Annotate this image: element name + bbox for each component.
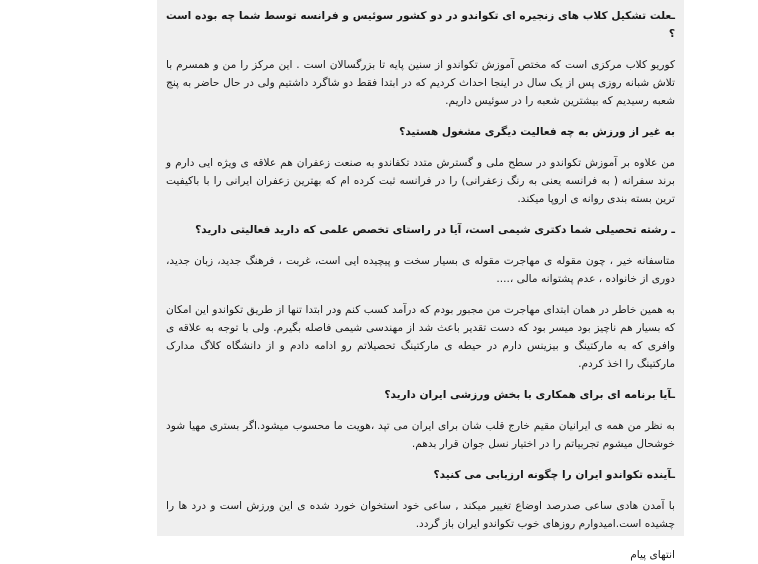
answer-field-of-study-continued: به همین خاطر در همان ابتدای مهاجرت من مجبور بودم که درآمد کسب کنم ودر ابتدا تنها از طریق تکواندو این امکان که بسیار هم ناچیز بود میسر بود که دست تقدیر باعث شد از مهندسی شیمی فاصله بگیرم. ولی با توجه به علاقه ی وافری که به مارکتینگ و بیزینس دارم در حیطه ی مارکتینگ تحصیلاتم رو ادامه دادم و از دانشگاه کلاگ مدارک مارکتینگ را اخذ کردم.	[166, 304, 675, 370]
answer-future-of-taekwondo: با آمدن هادی ساعی صدرصد اوضاع تغییر میکند , ساعی خود استخوان خورد شده ی این ورزش است و درد ها را چشیده است.امیدوارم روزهای خوب تکواندو ایران باز گردد.	[166, 500, 675, 530]
question-cooperation-plans: ـآیا برنامه ای برای همکاری با بخش ورزشی ایران دارید؟	[384, 389, 675, 401]
answer-cooperation-plans: به نظر من همه ی ایرانیان مقیم خارج قلب شان برای ایران می تپد ،هویت ما محسوب میشود.اگر بستری مهیا شود خوشحال میشوم تجربیاتم را در اختیار نسل جوان قرار بدهم.	[166, 420, 675, 450]
end-of-message: انتهای پیام	[630, 549, 675, 561]
interview-article	[157, 0, 684, 561]
question-origin-of-clubs: ـعلت تشکیل کلاب های زنجیره ای تکواندو در دو کشور سوئیس و فرانسه توسط شما چه بوده است ؟	[166, 10, 675, 40]
answer-other-activities: من علاوه بر آموزش تکواندو در سطح ملی و گسترش متدد تکفاندو به صنعت زعفران هم علاقه ی ویژه ایی دارم و برند سفرانه ( به فرانسه یعنی به رنگ زعفرانی) را در فرانسه ثبت کرده ام که بهترین زعفران ایرانی را با باکیفیت ترین بسته بندی روانه ی اروپا میکند.	[166, 157, 675, 205]
answer-origin-of-clubs: کوریو کلاب مرکزی است که مختص آموزش تکواندو از سنین پایه تا بزرگسالان است . این مرکز را من و همسرم با تلاش شبانه روزی پس از یک سال در اینجا احداث کردیم که در ابتدا فقط دو شاگرد داشتیم ولی در حال حاضر به پنج شعبه رسیدیم که بیشترین شعبه را در سوئیس داریم.	[166, 59, 675, 107]
answer-field-of-study: متاسفانه خیر ، چون مقوله ی مهاجرت مقوله ی بسیار سخت و پیچیده ایی است، غربت ، فرهنگ جدید، زبان جدید، دوری از خانواده ، عدم پشتوانه مالی ،....	[166, 255, 675, 285]
question-field-of-study: ـ رشته تحصیلی شما دکتری شیمی است، آیا در راستای تخصص علمی که دارید فعالیتی دارید؟	[195, 224, 675, 236]
question-other-activities: به غیر از ورزش به چه فعالیت دیگری مشغول هستید؟	[399, 126, 675, 138]
question-future-of-taekwondo: ـآینده تکواندو ایران را چگونه ارزیابی می کنید؟	[433, 469, 675, 481]
